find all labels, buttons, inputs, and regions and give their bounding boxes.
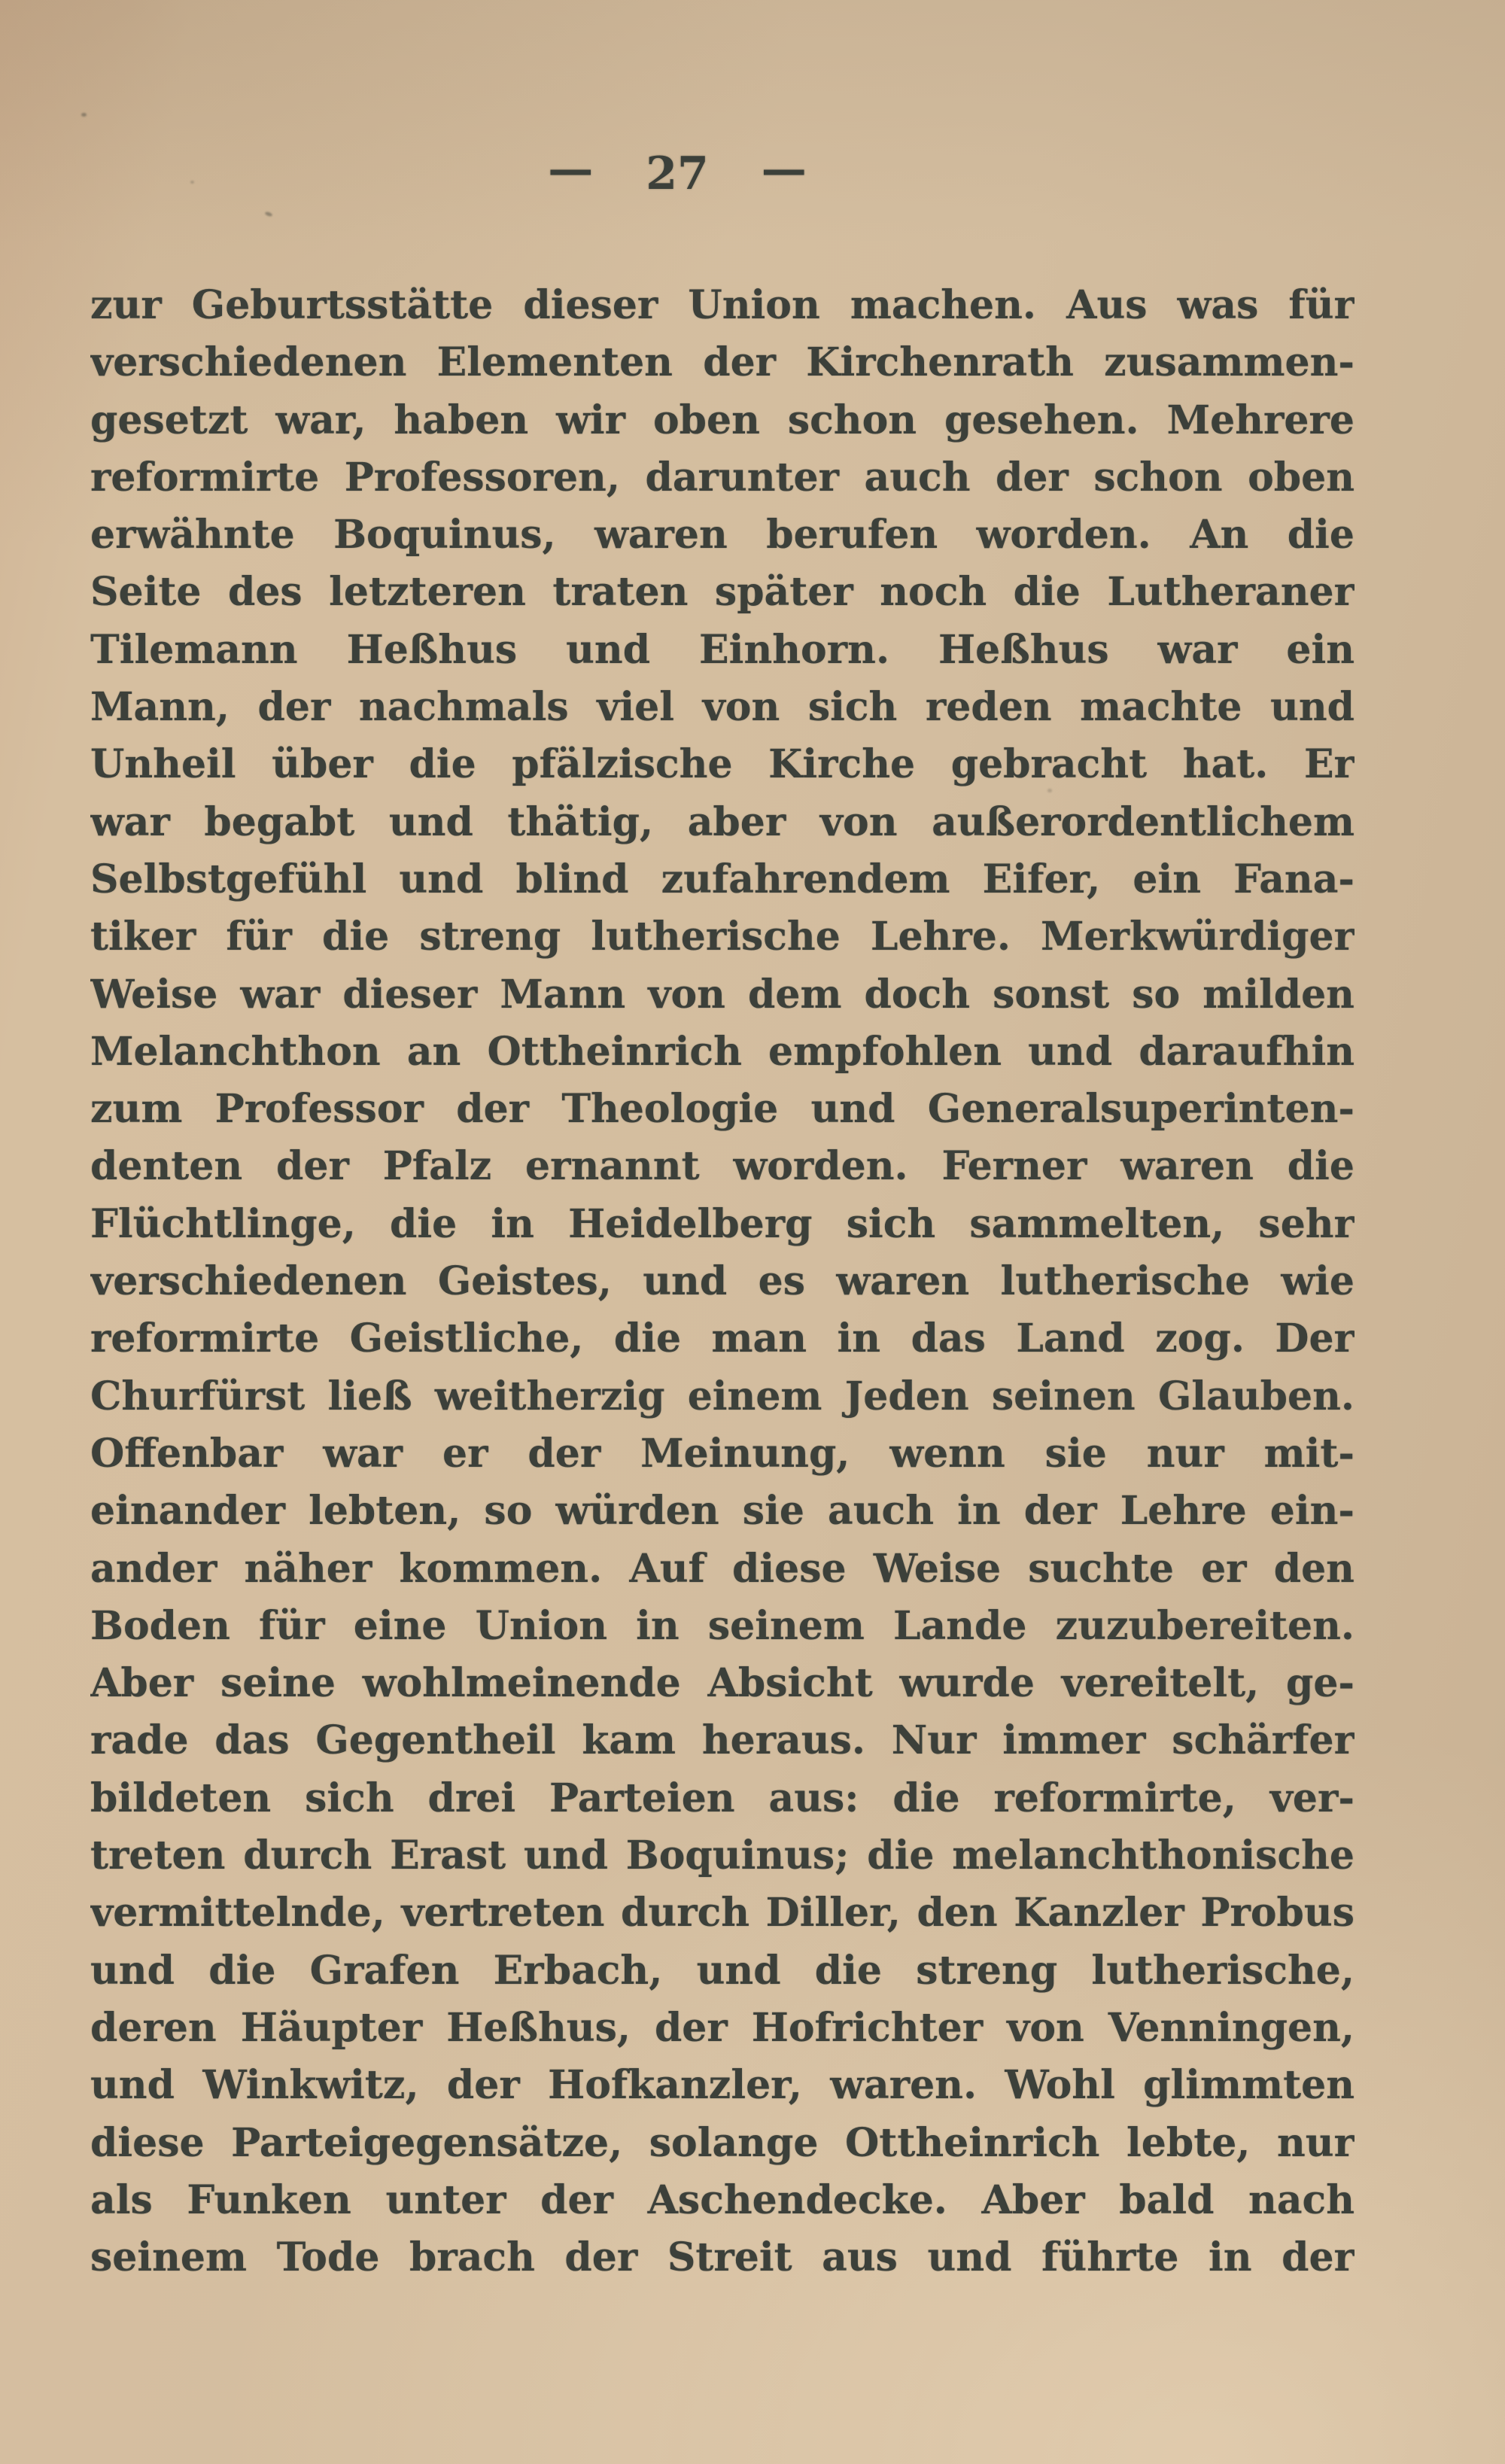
text-line: reformirte Professoren, darunter auch der schon oben (90, 454, 1354, 500)
text-line: Churfürst ließ weitherzig einem Jeden seinen Glauben. (90, 1373, 1354, 1419)
paper-speck (264, 211, 272, 217)
header-dash-right: — (761, 143, 807, 196)
text-line: Aber seine wohlmeinende Absicht wurde vereitelt, ge- (90, 1660, 1354, 1707)
body-text (90, 277, 1354, 2286)
text-line: Offenbar war er der Meinung, wenn sie nur mit- (90, 1430, 1354, 1477)
text-line: als Funken unter der Aschendecke. Aber bald nach (90, 2177, 1354, 2223)
header-dash-left: — (548, 143, 594, 196)
text-line: deren Häupter Heßhus, der Hofrichter von Venningen, (90, 2004, 1354, 2051)
page-number: 27 (646, 148, 709, 200)
text-line: zum Professor der Theologie und Generalsuperinten- (90, 1086, 1354, 1133)
text-line: Seite des letzteren traten später noch die Lutheraner (90, 569, 1354, 616)
text-line: zur Geburtsstätte dieser Union machen. Aus was für (90, 282, 1354, 328)
text-line: bildeten sich drei Parteien aus: die reformirte, ver- (90, 1775, 1354, 1821)
page-header (90, 143, 1264, 200)
text-line: ander näher kommen. Auf diese Weise suchte er den (90, 1545, 1354, 1592)
text-line: treten durch Erast und Boquinus; die melanchthonische (90, 1833, 1354, 1879)
paper-speck (190, 181, 194, 184)
text-line: und die Grafen Erbach, und die streng lutherische, (90, 1947, 1354, 1994)
text-line: denten der Pfalz ernannt worden. Ferner waren die (90, 1143, 1354, 1190)
text-line: seinem Tode brach der Streit aus und führte in der (90, 2234, 1354, 2281)
text-line: Unheil über die pfälzische Kirche gebracht hat. Er (90, 741, 1354, 788)
text-line: Selbstgefühl und blind zufahrendem Eifer, ein Fana- (90, 856, 1354, 902)
text-line: Tilemann Heßhus und Einhorn. Heßhus war ein (90, 626, 1354, 673)
text-line: Flüchtlinge, die in Heidelberg sich sammelten, sehr (90, 1200, 1354, 1247)
paper-speck (81, 113, 87, 117)
text-line: Mann, der nachmals viel von sich reden machte und (90, 684, 1354, 731)
text-line: einander lebten, so würden sie auch in der Lehre ein- (90, 1488, 1354, 1535)
text-line: war begabt und thätig, aber von außerordentlichem (90, 799, 1354, 845)
text-line: erwähnte Boquinus, waren berufen worden. An die (90, 512, 1354, 558)
paper-speck (1047, 789, 1052, 792)
text-line: rade das Gegentheil kam heraus. Nur immer schärfer (90, 1717, 1354, 1764)
text-line: Melanchthon an Ottheinrich empfohlen und daraufhin (90, 1028, 1354, 1075)
text-line: reformirte Geistliche, die man in das Land zog. Der (90, 1316, 1354, 1362)
text-line: Weise war dieser Mann von dem doch sonst so milden (90, 971, 1354, 1018)
text-line: gesetzt war, haben wir oben schon gesehen. Mehrere (90, 397, 1354, 443)
text-line: verschiedenen Elementen der Kirchenrath zusammen- (90, 339, 1354, 386)
text-line: und Winkwitz, der Hofkanzler, waren. Wohl glimmten (90, 2062, 1354, 2109)
text-line: tiker für die streng lutherische Lehre. Merkwürdiger (90, 914, 1354, 960)
text-line: verschiedenen Geistes, und es waren lutherische wie (90, 1258, 1354, 1305)
text-line: diese Parteigegensätze, solange Ottheinrich lebte, nur (90, 2119, 1354, 2166)
text-line: vermittelnde, vertreten durch Diller, den Kanzler Probus (90, 1890, 1354, 1936)
text-line: Boden für eine Union in seinem Lande zuzubereiten. (90, 1602, 1354, 1649)
